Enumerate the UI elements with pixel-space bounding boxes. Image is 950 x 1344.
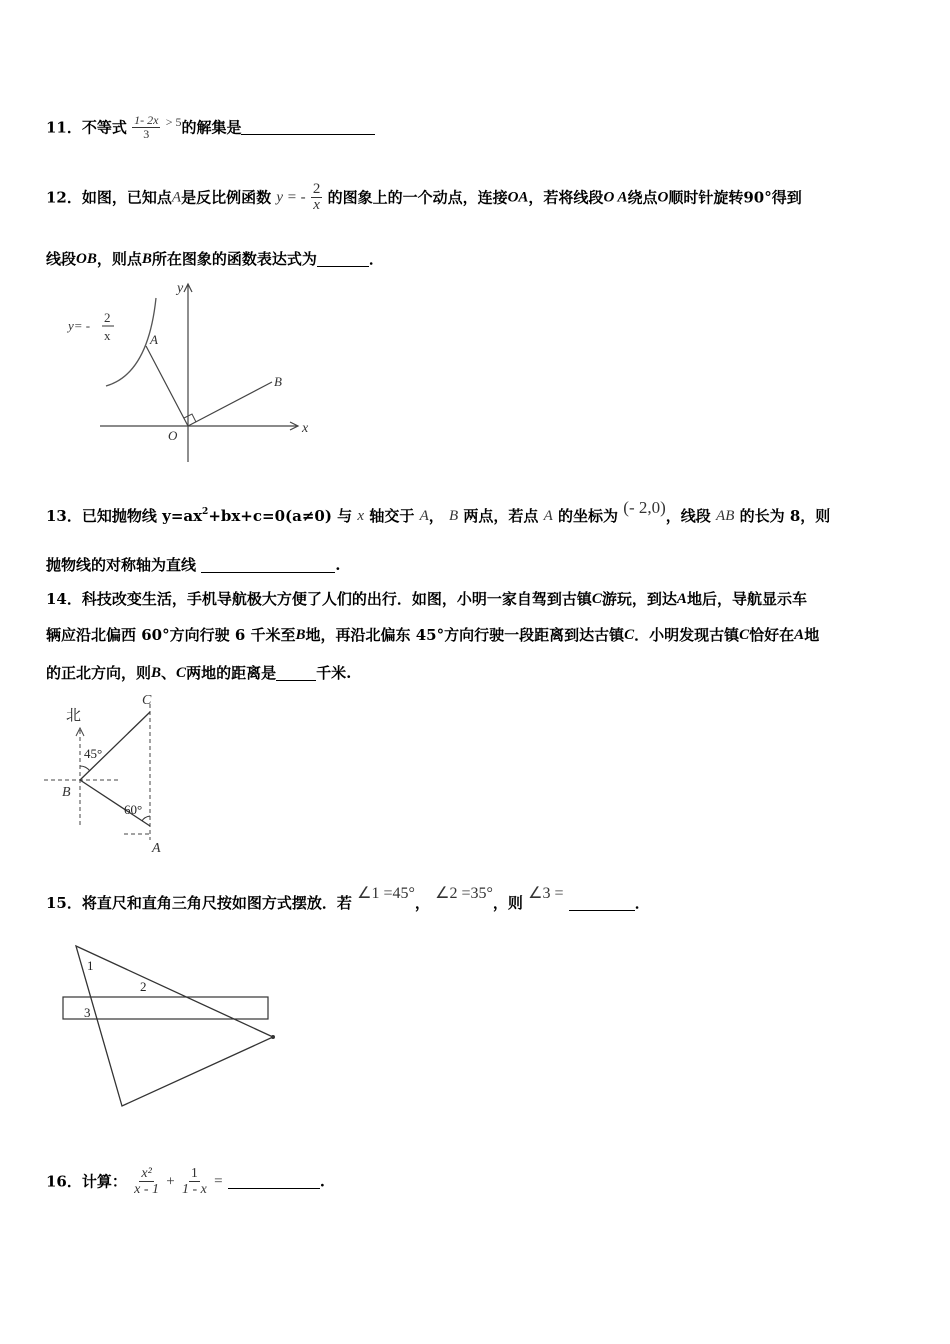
q16-fraction-1: $\frac{\text{x²}}{x - 1}$ [134,1166,160,1197]
question-16: 16．计算： $\frac{\text{x²}}{x - 1}$ + $\frac{1}{1 - x}$ = . [46,1166,326,1197]
angle-60-label: 60° [124,802,143,817]
q12-figure [60,278,320,468]
q14-figure [40,690,180,860]
question-12: 12．如图，已知点A是反比例函数 y = - $\frac{2}{x}$ 的图象上的一个动点，连接OA，若将线段O A绕点O顺时针旋转90°得到 [46,181,802,213]
angle-45-arc [80,766,90,771]
point-b-label: B [62,785,71,800]
segment-ob [188,382,272,426]
triangle [76,946,273,1106]
answer-blank[interactable] [228,1174,320,1189]
answer-blank[interactable] [569,896,635,911]
func-label: y= - [68,318,91,333]
question-14: 14．科技改变生活，手机导航极大方便了人们的出行．如图，小明一家自驾到古镇C游玩，到达A地后，导航显示车 [46,590,807,608]
func-den: x [104,328,111,343]
question-12-line2: 线段OB，则点B所在图象的函数表达式为 ． [46,250,384,268]
point-b-label: B [274,374,282,389]
q11-fraction: $\frac{1- 2x}{3}$ [134,113,159,141]
answer-blank[interactable] [201,558,335,573]
func-num: 2 [104,310,111,325]
question-11: 11．不等式 $\frac{1- 2x}{3}$ $^{> 5}$的解集是 [46,114,375,141]
segment-oa [146,346,188,426]
angle-2-label: 2 [140,979,147,994]
north-label: 北 [66,708,82,724]
point-c-label: C [142,693,152,708]
y-label: y [177,281,184,296]
question-14-line2: 辆应沿北偏西 60°方向行驶 6 千米至B地，再沿北偏东 45°方向行驶一段距离到达古镇C．小明发现古镇C恰好在A地 [46,626,820,644]
question-13-line2: 抛物线的对称轴为直线 . [46,556,341,574]
question-15: 15．将直尺和直角三角尺按如图方式摆放．若 ∠1 =45°， ∠2 =35°，则 ∠3 = ． [46,885,650,912]
vertex-dot [271,1035,275,1039]
q12-fraction: $\frac{2}{x}$ [312,181,321,213]
hyperbola-curve [106,298,156,386]
question-14-line3: 的正北方向，则B、C两地的距离是 千米. [46,664,352,682]
angle-45-label: 45° [84,746,103,761]
answer-blank[interactable] [317,252,369,267]
origin-label: O [168,428,178,443]
answer-blank[interactable] [241,120,375,135]
point-a-label: A [152,841,161,856]
q15-figure [56,938,296,1118]
point-a-label: A [150,332,158,347]
angle-1-label: 1 [87,958,94,973]
question-13: 13．已知抛物线 $y=ax^2+bx+c=0(a\ne 0)$ 与 x 轴交于 A， B 两点，若点 A 的坐标为 (- 2,0)，线段 AB 的长为 8，则 [46,498,831,525]
answer-blank[interactable] [276,666,316,681]
x-label: x [302,421,309,436]
angle-60-arc [142,816,150,821]
angle-3-label: 3 [84,1005,91,1020]
q16-fraction-2: $\frac{1}{1 - x}$ [181,1166,207,1197]
